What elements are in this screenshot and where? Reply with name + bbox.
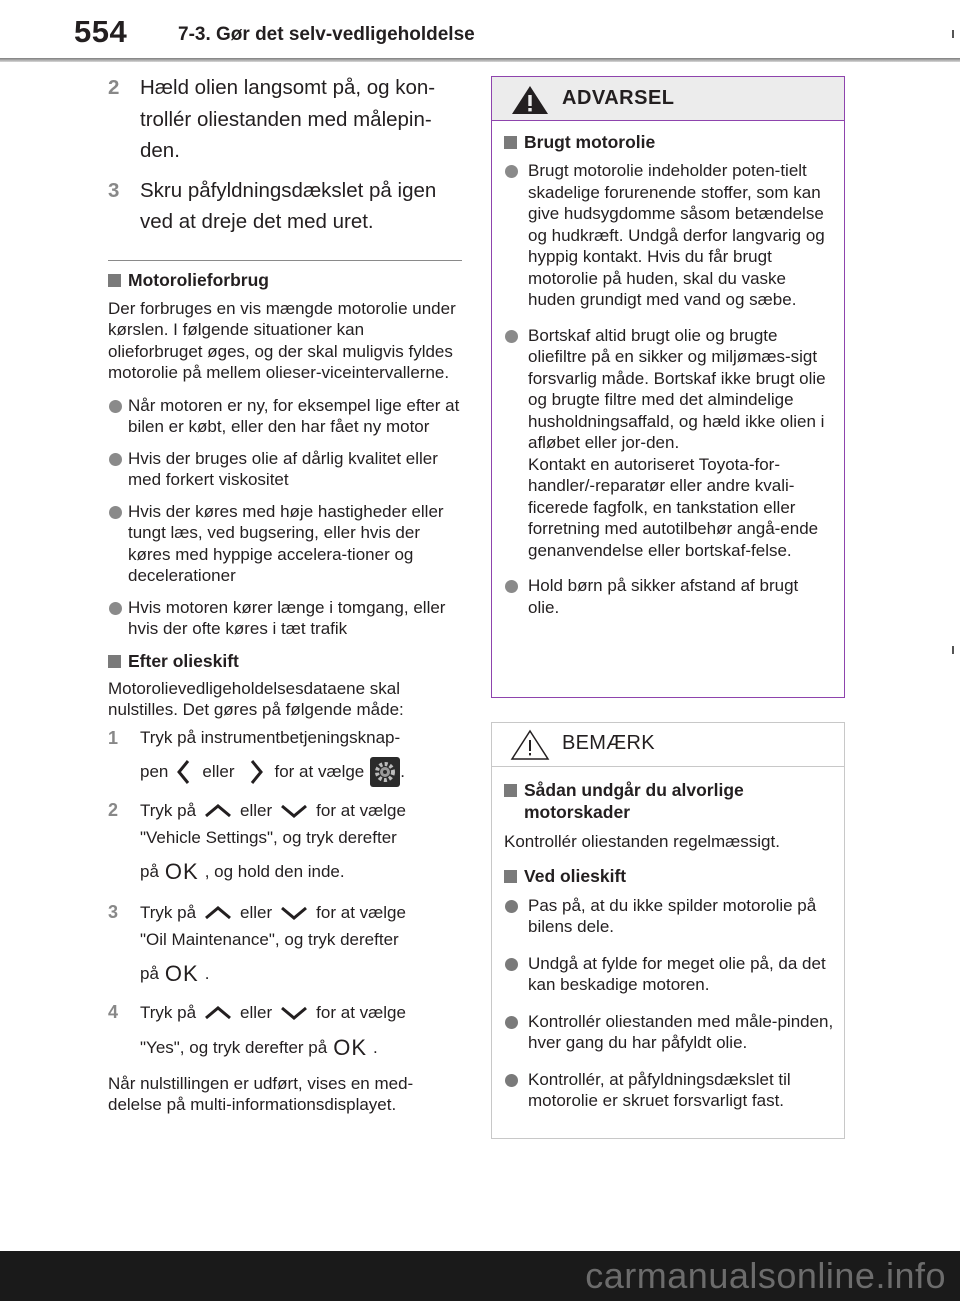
step-3-cap <box>108 175 462 238</box>
footer-bar <box>0 1251 960 1301</box>
heading-oil-change-note <box>504 865 834 887</box>
divider <box>108 260 462 261</box>
step-line <box>140 799 462 823</box>
step-text: eller <box>240 800 273 820</box>
chevron-right-icon <box>235 757 275 787</box>
crop-mark <box>952 30 954 38</box>
list-item <box>108 597 462 640</box>
ok-button-icon: OK <box>164 858 199 884</box>
step-text: Skru påfyldningsdækslet på igen ved at dreje det med uret. <box>140 178 437 233</box>
ok-button-icon: OK <box>333 1034 368 1060</box>
reset-closing: Når nulstillingen er udført, vises en med-delelse på multi-informationsdisplayet. <box>108 1073 414 1114</box>
chevron-down-icon <box>272 902 316 924</box>
round-bullet-icon <box>109 506 122 519</box>
consumption-intro: Der forbruges en vis mængde motorolie under kørslen. I følgende situationer kan olieforbruget øges, og der skal muligvis fyldes motorolie på mellem olieser-viceintervallerne. <box>108 298 456 382</box>
bullet-text: Hvis der bruges olie af dårlig kvalitet eller med forkert viskositet <box>128 448 438 489</box>
step-text: Tryk på <box>140 902 197 922</box>
list-item <box>504 1011 834 1054</box>
step-line: "Vehicle Settings", og tryk derefter <box>140 827 397 847</box>
list-item <box>504 953 834 996</box>
reset-step-3 <box>108 901 462 989</box>
step-text: Tryk på <box>140 1002 197 1022</box>
round-bullet-icon <box>505 580 518 593</box>
step-line <box>140 1001 462 1025</box>
list-item <box>108 448 462 491</box>
bullet-text: Brugt motorolie indeholder poten-tielt skadelige forurenende stoffer, som kan give hudsygdomme såsom betændelse og hudkræft. Undgå derfor langvarig og hyppig kontakt. Hvis du får brugt motorolie på huden, skal du vaske huden grundigt med vand og sæbe. <box>528 161 825 309</box>
step-2-refill <box>108 72 462 167</box>
square-bullet-icon <box>108 274 121 287</box>
section-title: 7-3. Gør det selv-vedligeholdelse <box>178 24 475 45</box>
bullet-text: Når motoren er ny, for eksempel lige efter at bilen er købt, eller den har fået ny motor <box>128 395 460 436</box>
step-line <box>140 959 462 989</box>
heading-text: Sådan undgår du alvorlige motorskader <box>524 780 744 822</box>
step-line: "Oil Maintenance", og tryk derefter <box>140 929 399 949</box>
step-text: Tryk på <box>140 800 197 820</box>
step-line <box>140 1033 462 1063</box>
watermark-text: carmanualsonline.info <box>585 1255 946 1296</box>
bullet-text: Kontakt en autoriseret Toyota-for-handler/-reparatør eller andre kvali-ficerede fagfolk, en tankstation eller forretning med autotilbehør angå-ende genanvendelse eller bortskaf-felse. <box>528 454 819 560</box>
square-bullet-icon <box>504 136 517 149</box>
bullet-text: Hold børn på sikker afstand af brugt olie. <box>528 576 799 617</box>
reset-step-4 <box>108 1001 462 1063</box>
step-text: . <box>204 963 210 983</box>
square-bullet-icon <box>504 870 517 883</box>
heading-text: Efter olieskift <box>128 650 239 671</box>
step-line <box>140 755 462 789</box>
list-item <box>504 895 834 938</box>
step-text: på <box>140 963 159 983</box>
step-text: "Yes", og tryk derefter på <box>140 1037 328 1057</box>
list-item <box>504 575 834 618</box>
round-bullet-icon <box>505 330 518 343</box>
round-bullet-icon <box>505 1074 518 1087</box>
step-text: eller <box>240 1002 273 1022</box>
step-number: 2 <box>108 799 119 820</box>
step-number: 3 <box>108 901 119 922</box>
step-line <box>140 857 462 887</box>
page-header <box>0 0 960 64</box>
list-item <box>108 501 462 587</box>
list-item <box>504 325 834 562</box>
oil-change-intro: Motorolievedligeholdelsesdataene skal nulstilles. Det gøres på følgende måde: <box>108 678 404 719</box>
chevron-up-icon <box>196 800 240 822</box>
round-bullet-icon <box>109 400 122 413</box>
step-text: på <box>140 861 159 881</box>
heading-text: Motorolieforbrug <box>128 269 269 290</box>
step-text: . <box>400 761 405 781</box>
heading-used-oil <box>504 131 834 153</box>
bullet-text: Bortskaf altid brugt olie og brugte oliefiltre på en sikker og miljømæs-sigt forsvarlig måde. Bortskaf ikke brugt olie og brugte filtre med det almindelige husholdningsaffald, og hæld ikke olien i afløbet eller jor-den. <box>528 325 826 452</box>
bullet-text: Kontrollér, at påfyldningsdækslet til motorolie er skruet forsvarligt fast. <box>528 1069 791 1110</box>
crop-mark <box>952 646 954 654</box>
chevron-up-icon <box>196 1002 240 1024</box>
reset-step-1 <box>108 727 462 789</box>
round-bullet-icon <box>505 958 518 971</box>
step-number: 2 <box>108 76 120 99</box>
bullet-text: Pas på, at du ikke spilder motorolie på bilens dele. <box>528 895 817 936</box>
heading-oil-change <box>108 650 462 672</box>
round-bullet-icon <box>109 602 122 615</box>
note-title: BEMÆRK <box>562 732 655 754</box>
square-bullet-icon <box>504 784 517 797</box>
header-rule <box>0 58 960 62</box>
chevron-left-icon <box>168 757 202 787</box>
chevron-up-icon <box>196 902 240 924</box>
step-text: for at vælge <box>316 1002 406 1022</box>
bullet-text: Kontrollér oliestanden med måle-pinden, hver gang du har påfyldt olie. <box>528 1011 834 1052</box>
step-text: eller <box>202 761 235 781</box>
chevron-down-icon <box>272 800 316 822</box>
step-line <box>140 901 462 925</box>
step-text: for at vælge <box>274 761 365 781</box>
step-number: 4 <box>108 1001 119 1022</box>
reset-step-2 <box>108 799 462 887</box>
warning-title: ADVARSEL <box>562 87 675 109</box>
list-item <box>108 395 462 438</box>
warning-box <box>491 76 845 698</box>
round-bullet-icon <box>505 900 518 913</box>
step-number: 3 <box>108 178 120 202</box>
note-header <box>492 723 844 767</box>
step-line: Tryk på instrumentbetjeningsknap- <box>140 727 401 747</box>
chevron-down-icon <box>272 1002 316 1024</box>
step-text: . <box>373 1037 378 1057</box>
step-text: pen <box>140 761 169 781</box>
square-bullet-icon <box>108 655 121 668</box>
ok-button-icon: OK <box>164 960 199 986</box>
step-text: , og hold den inde. <box>204 861 345 881</box>
step-number: 1 <box>108 727 119 748</box>
step-text: eller <box>240 902 273 922</box>
heading-text: Ved olieskift <box>524 865 627 886</box>
list-item <box>504 160 834 311</box>
left-column <box>108 70 462 1116</box>
warning-triangle-icon <box>510 84 550 116</box>
step-text: Hæld olien langsomt på, og kon-trollér oliestanden med målepin-den. <box>140 76 436 162</box>
bullet-text: Undgå at fylde for meget olie på, da det kan beskadige motoren. <box>528 953 826 994</box>
bullet-text: Hvis der køres med høje hastigheder eller tungt læs, ved bugsering, eller hvis der køres med hyppige accelera-tioner og decelerationer <box>128 501 444 585</box>
note-box <box>491 722 845 1139</box>
gear-icon <box>370 757 400 787</box>
heading-text: Brugt motorolie <box>524 132 656 152</box>
note-paragraph: Kontrollér oliestanden regelmæssigt. <box>504 832 780 851</box>
bullet-text: Hvis motoren kører længe i tomgang, eller hvis der ofte køres i tæt trafik <box>128 597 446 638</box>
warning-header <box>492 77 844 121</box>
page-number: 554 <box>74 14 128 49</box>
step-text: for at vælge <box>316 800 406 820</box>
heading-avoid-damage <box>504 779 834 823</box>
caution-triangle-icon <box>510 729 550 761</box>
step-text: for at vælge <box>316 902 406 922</box>
round-bullet-icon <box>505 1016 518 1029</box>
heading-consumption <box>108 269 462 291</box>
round-bullet-icon <box>505 165 518 178</box>
round-bullet-icon <box>109 453 122 466</box>
list-item <box>504 1069 834 1112</box>
